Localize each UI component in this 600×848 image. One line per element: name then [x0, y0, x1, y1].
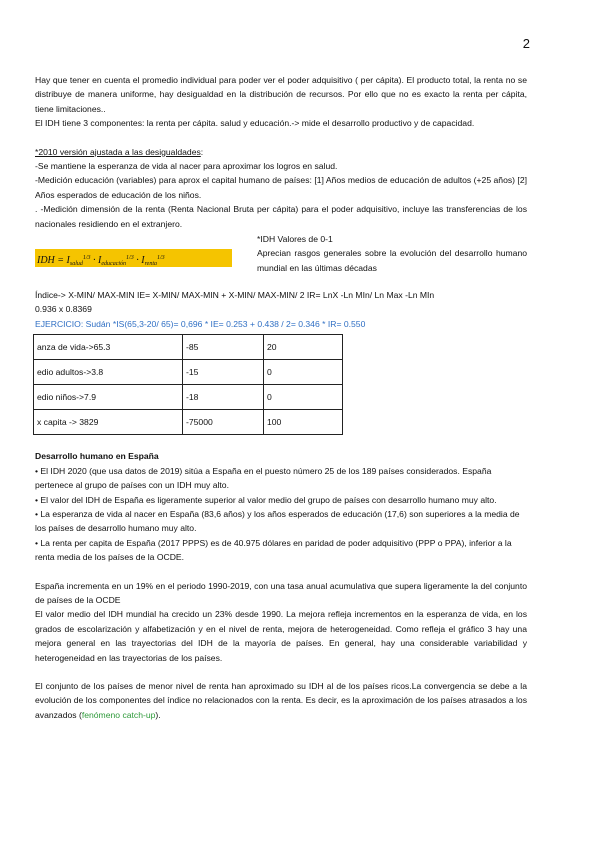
- idh-description: Aprecian rasgos generales sobre la evolución del desarrollo humano mundial en las últimas décadas: [257, 248, 527, 273]
- version-heading-colon: :: [200, 146, 204, 157]
- bullet-renta: . -Medición dimensión de la renta (Renta Nacional Bruta per cápita) para el poder adquisitivo, incluye las transferencias de los nacionales residiendo en el extranjero.: [35, 204, 527, 229]
- idh-formula: [35, 249, 232, 267]
- exercise-line: EJERCICIO: Sudán *IS(65,3-20/ 65)= 0,696 * IE= 0.253 + 0.438 / 2= 0.346 * IR= 0.550: [35, 318, 366, 329]
- table-row: [34, 360, 343, 385]
- document-body: [35, 73, 527, 722]
- table-cell-right: 100: [264, 410, 343, 435]
- table-cell-label: x capita -> 3829: [34, 410, 183, 435]
- formula-renta-sub: renta: [144, 261, 158, 268]
- formula-dot-2: · I: [133, 255, 145, 267]
- table-row: [34, 385, 343, 410]
- bullet-educacion: -Medición educación (variables) para aprox el capital humano de países: [1] Años medios de educación de adultos (+25 años) [2] Años esperados de educación de los niños.: [35, 175, 527, 200]
- table-row: [34, 410, 343, 435]
- table-cell-right: 0: [264, 360, 343, 385]
- table-cell-right: 0: [264, 385, 343, 410]
- bullet-salud: -Se mantiene la esperanza de vida al nacer para aproximar los logros en salud.: [35, 161, 338, 172]
- paragraph-idh-mundial: El valor medio del IDH mundial ha crecido un 23% desde 1990. La mejora refleja incrementos en la esperanza de vida, en los grados de escolarización y alfabetización y en el nivel de renta, mejora de heterogeneidad. Como refleja el gráfico 3 hay una mejora general en las trayectorias del IDH de la mayoría de países. En general, hay una considerable variabilidad y heterogeneidad en las trayectorias de los países.: [35, 609, 527, 663]
- formula-exp-2: 1/3: [126, 255, 134, 262]
- version-heading: [35, 145, 527, 159]
- table-cell-right: 20: [264, 335, 343, 360]
- paragraph-promedio: Hay que tener en cuenta el promedio individual para poder ver el poder adquisitivo ( per cápita). El producto total, la renta no se distribuye de manera uniforme, hay desigualdad en la distribución de recursos. Por ello que no es exacto la renta per cápita, tiene limitaciones..: [35, 75, 527, 114]
- spain-bullet: • La renta per capita de España (2017 PPPS) es de 40.975 dólares en paridad de poder adquisitivo (PPP o PPA), inferior a la renta media de los países de la OCDE.: [35, 537, 512, 563]
- table-cell-mid: -15: [183, 360, 264, 385]
- index-formula: Índice-> X-MIN/ MAX-MIN IE= X-MIN/ MAX-MIN + X-MIN/ MAX-MIN/ 2 IR= LnX -Ln MIn/ Ln Max -Ln MIn: [35, 290, 435, 301]
- convergencia-text: El conjunto de los países de menor nivel de renta han aproximado su IDH al de los países ricos.La convergencia se debe a la evolución de los componentes del índice no relacionados con la renta. Es decir, es la aproximación de los países atrasados a los avanzados (: [35, 680, 527, 720]
- table-cell-label: edio adultos->3.8: [34, 360, 183, 385]
- formula-educ-sub: educación: [101, 261, 127, 268]
- convergencia-close: ).: [155, 709, 161, 720]
- table-cell-mid: -75000: [183, 410, 264, 435]
- spain-bullet: • El valor del IDH de España es ligeramente superior al valor medio del grupo de países con desarrollo humano muy alto.: [35, 494, 497, 505]
- exercise-table: [33, 334, 343, 435]
- idh-notes: [257, 232, 527, 275]
- table-cell-mid: -18: [183, 385, 264, 410]
- formula-exp-3: 1/3: [157, 255, 165, 262]
- paragraph-incremento: España incrementa en un 19% en el periodo 1990-2019, con una tasa anual acumulativa que supera ligeramente la del conjunto de países de la OCDE: [35, 580, 527, 605]
- catch-up-term: fenómeno catch-up: [81, 709, 156, 720]
- spain-heading: Desarrollo humano en España: [35, 451, 159, 462]
- table-row: [34, 335, 343, 360]
- index-values: 0.936 x 0.8369: [35, 304, 92, 315]
- spain-bullet: • La esperanza de vida al nacer en España (83,6 años) y los años esperados de educación (17,6) son superiores a la media de los países de desarrollo humano muy alto.: [35, 508, 520, 534]
- formula-dot-1: · I: [90, 255, 102, 267]
- paragraph-componentes: El IDH tiene 3 componentes: la renta per cápita. salud y educación.-> mide el desarrollo productivo y de capacidad.: [35, 118, 475, 129]
- table-cell-mid: -85: [183, 335, 264, 360]
- version-heading-text: *2010 versión ajustada a las desigualdades: [35, 146, 201, 157]
- table-cell-label: edio niños->7.9: [34, 385, 183, 410]
- spain-bullet: • El IDH 2020 (que usa datos de 2019) sitúa a España en el puesto número 25 de los 189 países considerados. España pertenece al grupo de países con un IDH muy alto.: [35, 465, 492, 491]
- idh-values: *IDH Valores de 0-1: [257, 234, 333, 245]
- formula-lhs: IDH = I: [37, 255, 70, 267]
- table-cell-label: anza de vida->65.3: [34, 335, 183, 360]
- formula-section: [35, 232, 527, 280]
- formula-salud-sub: salud: [69, 261, 83, 268]
- formula-exp-1: 1/3: [82, 255, 91, 262]
- page-number: 2: [522, 36, 530, 51]
- paragraph-convergencia: [35, 679, 527, 722]
